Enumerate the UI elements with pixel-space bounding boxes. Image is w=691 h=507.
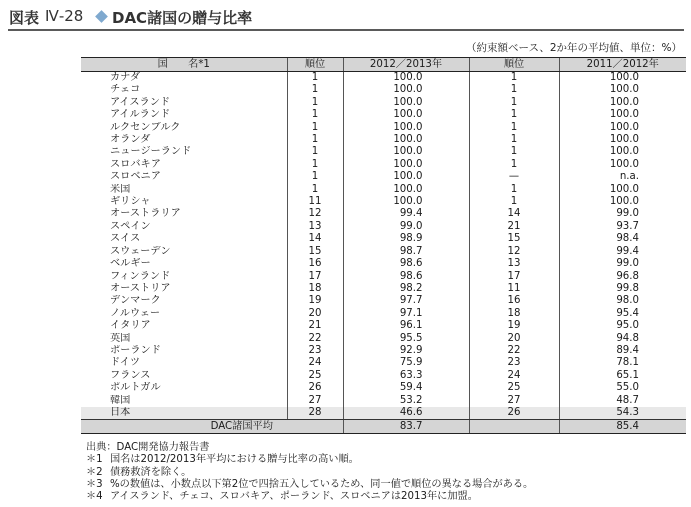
- rank-2012-2013-cell: 11: [287, 196, 343, 208]
- table-row: [81, 171, 686, 183]
- country-cell: チェコ: [110, 84, 141, 96]
- rank-2011-2012-cell: 1: [469, 159, 559, 171]
- country-cell: 英国: [110, 332, 131, 344]
- header-rank-2012-2013: 順位: [287, 58, 343, 72]
- rank-2011-2012-cell: 1: [469, 72, 559, 85]
- value-2011-2012-cell: 100.0: [559, 184, 686, 196]
- value-2012-2013-cell: 100.0: [343, 84, 469, 96]
- rank-2012-2013-cell: 15: [287, 246, 343, 258]
- table-row: [81, 72, 686, 85]
- rank-2011-2012-cell: 11: [469, 283, 559, 295]
- rank-2012-2013-cell: 1: [287, 146, 343, 158]
- rank-2012-2013-cell: 12: [287, 208, 343, 220]
- footnote: [86, 479, 533, 491]
- value-2011-2012-cell: 100.0: [559, 134, 686, 146]
- value-2012-2013-cell: 53.2: [343, 395, 469, 407]
- value-2011-2012-cell: 100.0: [559, 84, 686, 96]
- rank-2011-2012-cell: 22: [469, 345, 559, 357]
- value-2012-2013-cell: 98.2: [343, 283, 469, 295]
- rank-2011-2012-cell: 24: [469, 370, 559, 382]
- table-row: [81, 196, 686, 208]
- table-row: [81, 159, 686, 171]
- table-row: [81, 382, 686, 394]
- table-row: [81, 109, 686, 121]
- rank-2012-2013-cell: 23: [287, 345, 343, 357]
- value-2011-2012-cell: 78.1: [559, 357, 686, 369]
- country-cell: アイルランド: [110, 109, 171, 121]
- value-2012-2013-cell: 100.0: [343, 134, 469, 146]
- table-row: [81, 233, 686, 245]
- country-cell: フランス: [110, 369, 151, 381]
- rank-2012-2013-cell: 24: [287, 357, 343, 369]
- value-2012-2013-cell: 99.4: [343, 208, 469, 220]
- rank-2011-2012-cell: 23: [469, 357, 559, 369]
- value-2011-2012-cell: 98.4: [559, 233, 686, 245]
- rank-2012-2013-cell: 1: [287, 109, 343, 121]
- country-cell: ポーランド: [110, 344, 161, 356]
- footnote: [86, 491, 533, 503]
- rank-2012-2013-cell: 16: [287, 258, 343, 270]
- country-cell: イタリア: [110, 320, 151, 332]
- table-row: [81, 84, 686, 96]
- value-2011-2012-cell: 99.0: [559, 258, 686, 270]
- footnote: [86, 467, 533, 479]
- table-row: [81, 357, 686, 369]
- average-2012-2013-cell: 83.7: [343, 420, 469, 434]
- table-header-row: [81, 58, 686, 72]
- country-cell: スペイン: [110, 220, 151, 232]
- table-row: [81, 283, 686, 295]
- table-body: [81, 72, 686, 434]
- rank-2012-2013-cell: 14: [287, 233, 343, 245]
- table-row: [81, 295, 686, 307]
- average-2011-2012-cell: 85.4: [559, 420, 686, 434]
- value-2012-2013-cell: 100.0: [343, 122, 469, 134]
- header-period-2012-2013: 2012／2013年: [343, 58, 469, 72]
- value-2011-2012-cell: 54.3: [559, 407, 686, 420]
- value-2011-2012-cell: 100.0: [559, 122, 686, 134]
- value-2012-2013-cell: 98.6: [343, 271, 469, 283]
- value-2012-2013-cell: 100.0: [343, 146, 469, 158]
- value-2011-2012-cell: 99.8: [559, 283, 686, 295]
- rank-2011-2012-cell: 13: [469, 258, 559, 270]
- country-cell: ベルギー: [110, 258, 151, 270]
- value-2011-2012-cell: 95.0: [559, 320, 686, 332]
- value-2012-2013-cell: 97.1: [343, 308, 469, 320]
- country-cell: ポルトガル: [110, 382, 161, 394]
- country-cell: アイスランド: [110, 96, 171, 108]
- country-cell: カナダ: [110, 72, 141, 83]
- rank-2011-2012-cell: —: [469, 171, 559, 183]
- value-2011-2012-cell: 99.4: [559, 246, 686, 258]
- value-2012-2013-cell: 98.9: [343, 233, 469, 245]
- grant-ratio-table: [81, 57, 686, 434]
- rank-2012-2013-cell: 1: [287, 97, 343, 109]
- rank-2012-2013-cell: 18: [287, 283, 343, 295]
- table-row: [81, 345, 686, 357]
- value-2012-2013-cell: 100.0: [343, 184, 469, 196]
- table-row: [81, 97, 686, 109]
- rank-2012-2013-cell: 1: [287, 171, 343, 183]
- rank-2012-2013-cell: 1: [287, 134, 343, 146]
- footnote-mark: ＊1: [86, 454, 103, 466]
- value-2011-2012-cell: 93.7: [559, 221, 686, 233]
- figure-number: Ⅳ-28: [45, 7, 84, 25]
- rank-2011-2012-cell: 1: [469, 109, 559, 121]
- value-2011-2012-cell: 94.8: [559, 333, 686, 345]
- header-country: 国 名*1: [81, 58, 287, 72]
- value-2012-2013-cell: 59.4: [343, 382, 469, 394]
- rank-2011-2012-cell: 27: [469, 395, 559, 407]
- value-2012-2013-cell: 46.6: [343, 407, 469, 420]
- value-2012-2013-cell: 100.0: [343, 196, 469, 208]
- country-cell: オランダ: [110, 134, 151, 146]
- rank-2012-2013-cell: 1: [287, 122, 343, 134]
- rank-2012-2013-cell: 22: [287, 333, 343, 345]
- country-cell: ノルウェー: [110, 307, 161, 319]
- rank-2012-2013-cell: 1: [287, 84, 343, 96]
- rank-2012-2013-cell: 26: [287, 382, 343, 394]
- table-row: [81, 208, 686, 220]
- value-2011-2012-cell: 100.0: [559, 109, 686, 121]
- value-2012-2013-cell: 100.0: [343, 171, 469, 183]
- value-2012-2013-cell: 100.0: [343, 159, 469, 171]
- country-cell: 日本: [81, 407, 287, 420]
- rank-2011-2012-cell: 1: [469, 134, 559, 146]
- rank-2011-2012-cell: 1: [469, 146, 559, 158]
- country-cell: オーストラリア: [110, 208, 181, 220]
- rank-2012-2013-cell: 17: [287, 271, 343, 283]
- rank-2012-2013-cell: 28: [287, 407, 343, 420]
- table-row: [81, 320, 686, 332]
- footnote-text: 国名は2012/2013年平均における贈与比率の高い順。: [110, 454, 359, 466]
- header-period-2011-2012: 2011／2012年: [559, 58, 686, 72]
- rank-2012-2013-cell: 25: [287, 370, 343, 382]
- rank-2012-2013-cell: 19: [287, 295, 343, 307]
- value-2011-2012-cell: 98.0: [559, 295, 686, 307]
- footnotes: [86, 454, 533, 503]
- rank-2012-2013-cell: 27: [287, 395, 343, 407]
- value-2012-2013-cell: 100.0: [343, 97, 469, 109]
- country-cell: ニュージーランド: [110, 146, 192, 158]
- value-2012-2013-cell: 100.0: [343, 109, 469, 121]
- value-2011-2012-cell: 65.1: [559, 370, 686, 382]
- table-row: [81, 333, 686, 345]
- table-row: [81, 134, 686, 146]
- footnote-mark: ＊2: [86, 466, 103, 478]
- footnote-mark: ＊3: [86, 478, 103, 490]
- value-2011-2012-cell: 48.7: [559, 395, 686, 407]
- rank-2012-2013-cell: 1: [287, 159, 343, 171]
- notes-block: [86, 442, 533, 503]
- rank-2011-2012-cell: 16: [469, 295, 559, 307]
- value-2012-2013-cell: 100.0: [343, 72, 469, 85]
- value-2011-2012-cell: 100.0: [559, 97, 686, 109]
- footnote-text: アイスランド、チェコ、スロバキア、ポーランド、スロベニアは2013年に加盟。: [110, 491, 478, 503]
- rank-2012-2013-cell: 1: [287, 72, 343, 85]
- country-cell: ルクセンブルク: [110, 121, 181, 133]
- rank-2011-2012-cell: 25: [469, 382, 559, 394]
- rank-2011-2012-cell: 1: [469, 196, 559, 208]
- table-row: [81, 308, 686, 320]
- rank-2011-2012-cell: 20: [469, 333, 559, 345]
- rank-2011-2012-cell: 14: [469, 208, 559, 220]
- value-2011-2012-cell: 99.0: [559, 208, 686, 220]
- table-row: [81, 271, 686, 283]
- country-cell: スイス: [110, 233, 141, 245]
- rank-2011-2012-cell: 1: [469, 84, 559, 96]
- value-2012-2013-cell: 92.9: [343, 345, 469, 357]
- japan-row: [81, 407, 686, 420]
- country-cell: オーストリア: [110, 282, 171, 294]
- dac-average-row: [81, 420, 686, 434]
- source-note: 出典：DAC開発協力報告書: [86, 442, 210, 453]
- value-2012-2013-cell: 96.1: [343, 320, 469, 332]
- rank-2011-2012-cell: 17: [469, 271, 559, 283]
- value-2012-2013-cell: 98.7: [343, 246, 469, 258]
- country-cell: 韓国: [110, 394, 131, 406]
- value-2011-2012-cell: 55.0: [559, 382, 686, 394]
- country-cell: スロバキア: [110, 158, 161, 170]
- rank-2011-2012-cell: 21: [469, 221, 559, 233]
- country-cell: スウェーデン: [110, 245, 171, 257]
- table-row: [81, 221, 686, 233]
- units-note: （約束額ベース、2か年の平均値、単位：%）: [466, 42, 682, 54]
- table-row: [81, 370, 686, 382]
- rank-2011-2012-cell: 15: [469, 233, 559, 245]
- country-cell: ギリシャ: [110, 196, 151, 208]
- value-2012-2013-cell: 63.3: [343, 370, 469, 382]
- footnote-text: 債務救済を除く。: [110, 466, 192, 478]
- value-2011-2012-cell: 100.0: [559, 159, 686, 171]
- table-row: [81, 146, 686, 158]
- country-cell: ドイツ: [110, 357, 141, 369]
- footnote-text: %の数値は、小数点以下第2位で四捨五入しているため、同一値で順位の異なる場合がある。: [110, 478, 534, 490]
- footnote: [86, 454, 533, 466]
- rank-2011-2012-cell: 1: [469, 97, 559, 109]
- value-2012-2013-cell: 98.6: [343, 258, 469, 270]
- footnote-mark: ＊4: [86, 491, 103, 503]
- rank-2011-2012-cell: 18: [469, 308, 559, 320]
- table-row: [81, 258, 686, 270]
- rank-2012-2013-cell: 1: [287, 184, 343, 196]
- country-cell: スロベニア: [110, 171, 161, 183]
- table-row: [81, 246, 686, 258]
- average-label-cell: DAC諸国平均: [81, 420, 343, 434]
- table-row: [81, 122, 686, 134]
- figure-title-bar: [8, 5, 684, 31]
- rank-2012-2013-cell: 13: [287, 221, 343, 233]
- country-cell: デンマーク: [110, 295, 161, 307]
- rank-2012-2013-cell: 21: [287, 320, 343, 332]
- value-2012-2013-cell: 97.7: [343, 295, 469, 307]
- rank-2011-2012-cell: 19: [469, 320, 559, 332]
- value-2011-2012-cell: 96.8: [559, 271, 686, 283]
- value-2012-2013-cell: 95.5: [343, 333, 469, 345]
- value-2011-2012-cell: 100.0: [559, 72, 686, 85]
- value-2011-2012-cell: 100.0: [559, 146, 686, 158]
- rank-2011-2012-cell: 26: [469, 407, 559, 420]
- rank-2011-2012-cell: 12: [469, 246, 559, 258]
- country-cell: 米国: [110, 183, 131, 195]
- figure-title: DAC諸国の贈与比率: [112, 9, 253, 27]
- value-2012-2013-cell: 75.9: [343, 357, 469, 369]
- rank-2012-2013-cell: 20: [287, 308, 343, 320]
- value-2012-2013-cell: 99.0: [343, 221, 469, 233]
- country-cell: フィンランド: [110, 270, 171, 282]
- rank-2011-2012-cell: 1: [469, 184, 559, 196]
- table-row: [81, 184, 686, 196]
- figure-label: 図表: [9, 9, 40, 27]
- value-2011-2012-cell: 100.0: [559, 196, 686, 208]
- header-rank-2011-2012: 順位: [469, 58, 559, 72]
- value-2011-2012-cell: n.a.: [559, 171, 686, 183]
- value-2011-2012-cell: 95.4: [559, 308, 686, 320]
- rank-2011-2012-cell: 1: [469, 122, 559, 134]
- average-rank-blank-cell: [469, 420, 559, 434]
- table-row: [81, 395, 686, 407]
- diamond-icon: [95, 10, 108, 23]
- value-2011-2012-cell: 89.4: [559, 345, 686, 357]
